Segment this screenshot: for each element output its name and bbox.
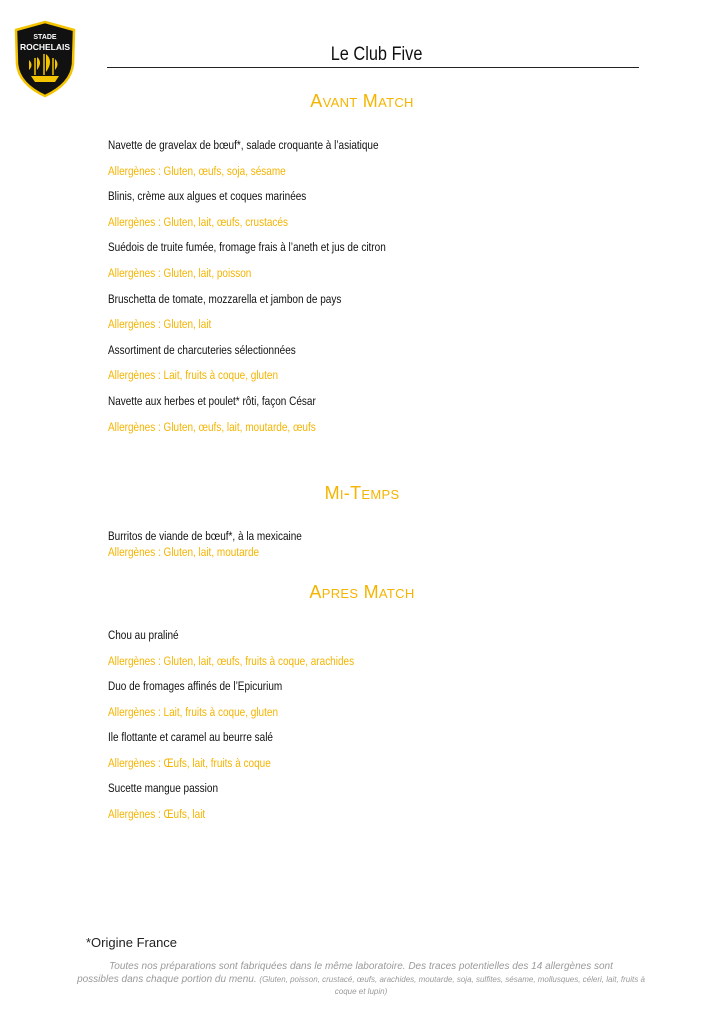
footnote-allergen-list: (Gluten, poisson, crustacé, œufs, arachides, moutarde, soja, sulfites, sésame, mollusques, céleri, lait, fruits à coque et lupin) <box>259 974 645 996</box>
menu-item-dish: Duo de fromages affinés de l’Epicurium <box>108 679 283 693</box>
section-title-apres-match: Apres Match <box>309 582 415 602</box>
menu-item-allergens: Allergènes : Gluten, lait, œufs, fruits à coque, arachides <box>108 654 355 668</box>
menu-item-allergens: Allergènes : Gluten, lait, œufs, crustacés <box>108 215 288 229</box>
header-divider <box>107 67 639 68</box>
menu-item-dish: Bruschetta de tomate, mozzarella et jambon de pays <box>108 292 342 306</box>
menu-item-dish: Navette de gravelax de bœuf*, salade croquante à l’asiatique <box>108 138 379 152</box>
origin-note: *Origine France <box>86 935 178 950</box>
menu-item-allergens: Allergènes : Gluten, œufs, lait, moutarde, œufs <box>108 420 316 434</box>
menu-item-dish: Navette aux herbes et poulet* rôti, façon César <box>108 394 316 408</box>
menu-item-allergens: Allergènes : Gluten, lait, poisson <box>108 266 252 280</box>
menu-item-dish: Ile flottante et caramel au beurre salé <box>108 730 273 744</box>
logo-text-rochelais: ROCHELAIS <box>19 42 71 52</box>
page-title: Le Club Five <box>330 44 423 65</box>
footnote-line-2: possibles dans chaque portion du menu. <box>77 973 257 985</box>
menu-item-dish: Sucette mangue passion <box>108 781 219 795</box>
logo-text-stade: STADE <box>33 34 57 41</box>
footnote-line-1: Toutes nos préparations sont fabriquées dans le même laboratoire. Des traces potentielles des 14 allergènes sont <box>109 961 613 972</box>
menu-item-dish: Burritos de viande de bœuf*, à la mexicaine <box>108 529 302 543</box>
menu-item-dish: Blinis, crème aux algues et coques marinées <box>108 189 307 203</box>
menu-item-allergens: Allergènes : Gluten, lait <box>108 317 212 331</box>
section-title-mi-temps: Mi-Temps <box>324 483 400 503</box>
section-title-avant-match: Avant Match <box>310 91 414 111</box>
menu-item-allergens: Allergènes : Lait, fruits à coque, gluten <box>108 368 278 382</box>
menu-item-dish: Chou au praliné <box>108 628 179 642</box>
menu-item-allergens: Allergènes : Œufs, lait <box>108 807 206 821</box>
menu-item-allergens: Allergènes : Gluten, lait, moutarde <box>108 545 260 559</box>
menu-item-dish: Assortiment de charcuteries sélectionnées <box>108 343 296 357</box>
menu-item-allergens: Allergènes : Lait, fruits à coque, gluten <box>108 705 278 719</box>
menu-item-allergens: Allergènes : Gluten, œufs, soja, sésame <box>108 164 286 178</box>
menu-item-allergens: Allergènes : Œufs, lait, fruits à coque <box>108 756 271 770</box>
menu-item-dish: Suédois de truite fumée, fromage frais à l’aneth et jus de citron <box>108 240 386 254</box>
allergen-footnote <box>76 961 646 999</box>
